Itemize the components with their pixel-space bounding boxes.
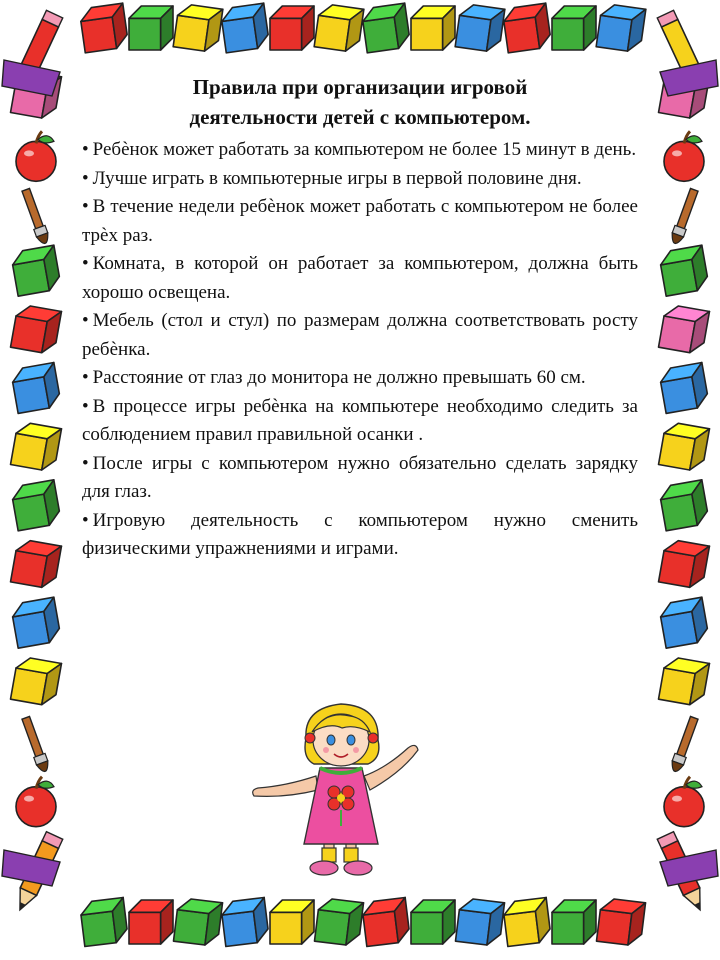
rule-item [82,450,638,507]
paintbrush-icon [20,716,51,774]
rule-item [82,364,638,393]
bullet-marker: • [82,367,89,388]
pink-block-icon [659,69,710,120]
red-block-icon [502,3,552,53]
rule-item [82,307,638,364]
rule-item [82,165,638,194]
blue-block-icon [11,363,62,414]
red-block-icon [79,3,129,53]
red-block-icon [129,900,173,944]
blue-block-icon [455,3,505,53]
bullet-marker: • [82,452,89,474]
bullet-marker: • [82,310,89,331]
rule-item [82,193,638,250]
rule-text: Комната, в которой он работает за компьютером, должна быть хорошо освещена. [82,253,638,303]
green-block-icon [11,480,62,531]
green-block-icon [173,897,222,946]
paintbrush-icon [20,188,51,246]
rule-text: После игры с компьютером нужно обязательно сделать зарядку для глаз. [82,452,638,502]
yellow-block-icon [502,897,551,946]
rule-item [82,250,638,307]
pencil-icon [657,10,708,92]
red-block-icon [270,6,314,50]
rules-list [82,136,638,564]
pencil-icon [657,832,708,914]
ribbon-icon [2,60,60,96]
ribbon-icon [660,850,718,886]
blue-block-icon [220,3,270,53]
yellow-block-icon [173,3,223,53]
bullet-marker: • [82,167,89,189]
green-block-icon [129,6,173,50]
document-title [82,72,638,132]
yellow-block-icon [314,3,364,53]
apple-icon [664,131,704,181]
pencil-icon [12,832,63,914]
paintbrush-icon [669,716,700,774]
paintbrush-icon [669,188,700,246]
green-block-icon [361,3,411,53]
yellow-block-icon [659,421,710,472]
apple-icon [16,777,56,827]
green-block-icon [552,900,596,944]
title-line-1: Правила при организации игровой [192,75,528,99]
rule-text: В течение недели ребѐнок может работать с компьютером не более трѐх раз. [82,196,638,246]
yellow-block-icon [659,656,710,707]
rule-item [82,507,638,564]
red-block-icon [11,304,62,355]
rule-item [82,393,638,450]
rule-text: Мебель (стол и стул) по размерам должна соответствовать росту ребѐнка. [82,310,638,360]
title-line-2: деятельности детей с компьютером. [189,105,531,129]
rule-text: Ребѐнок может работать за компьютером не более 15 минут в день. [92,139,637,160]
yellow-block-icon [11,421,62,472]
blue-block-icon [659,363,710,414]
bullet-marker: • [82,509,89,531]
rules-document [82,72,638,564]
green-block-icon [11,245,62,296]
red-block-icon [361,897,410,946]
rule-item [82,136,638,165]
rule-text: В процессе игры ребѐнка на компьютере необходимо следить за соблюдением правил правильной осанки . [82,395,638,445]
red-block-icon [596,897,645,946]
pink-block-icon [11,69,62,120]
bullet-marker: • [82,139,89,160]
bullet-marker: • [82,253,89,274]
green-block-icon [314,897,363,946]
yellow-block-icon [11,656,62,707]
green-block-icon [411,900,455,944]
rule-text: Игровую деятельность с компьютером нужно сменить физическими упражнениями и играми. [82,509,638,559]
blue-block-icon [220,897,269,946]
green-block-icon [552,6,596,50]
red-block-icon [659,539,710,590]
rule-text: Лучше играть в компьютерные игры в первой половине дня. [92,167,582,189]
ribbon-icon [660,60,718,96]
pencil-icon [12,10,63,92]
blue-block-icon [455,897,504,946]
yellow-block-icon [270,900,314,944]
red-block-icon [11,539,62,590]
bullet-marker: • [82,196,89,217]
pink-block-icon [659,304,710,355]
green-block-icon [659,480,710,531]
bullet-marker: • [82,395,89,417]
rule-text: Расстояние от глаз до монитора не должно превышать 60 см. [92,367,586,388]
yellow-block-icon [411,6,455,50]
blue-block-icon [596,3,646,53]
ribbon-icon [2,850,60,886]
blue-block-icon [11,597,62,648]
green-block-icon [659,245,710,296]
apple-icon [16,131,56,181]
green-block-icon [79,897,128,946]
cartoon-girl-illustration [246,698,436,886]
apple-icon [664,777,704,827]
blue-block-icon [659,597,710,648]
